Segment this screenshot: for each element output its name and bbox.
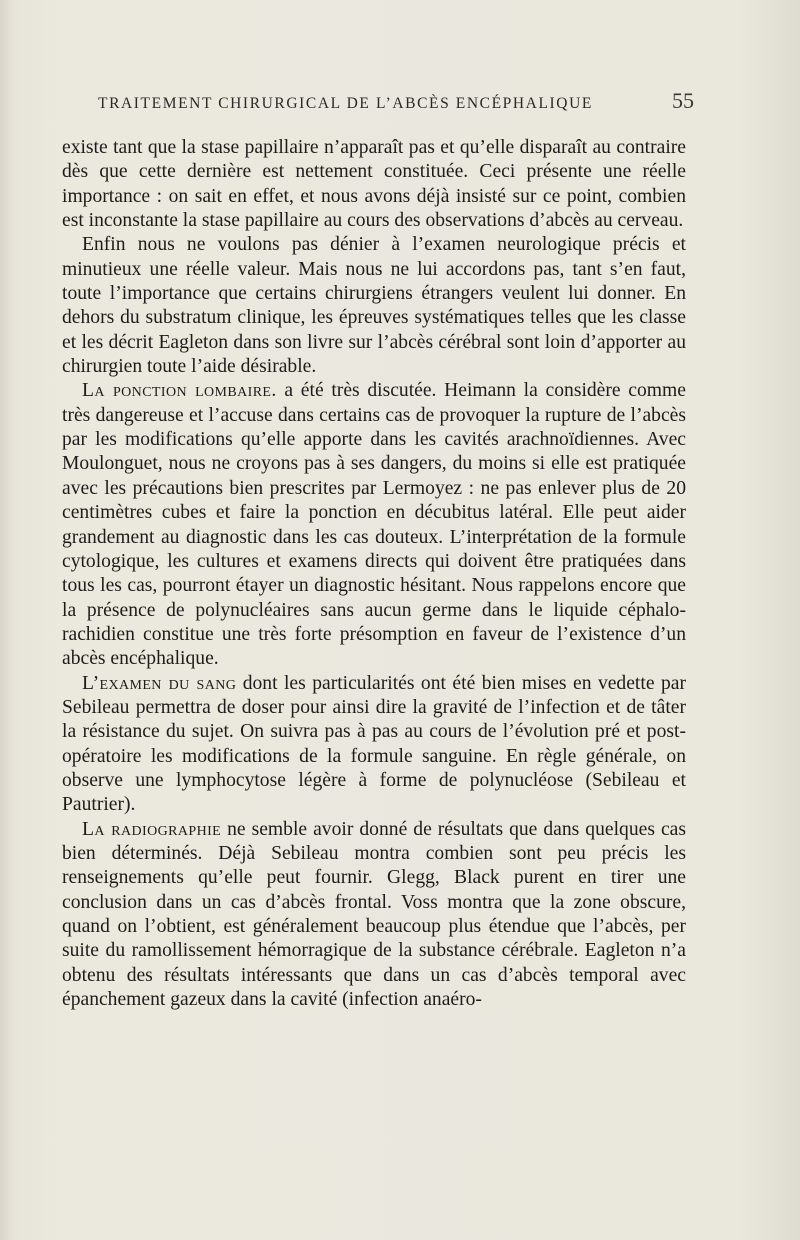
page-number: 55 bbox=[672, 88, 694, 113]
body-text bbox=[62, 136, 686, 1012]
running-title: TRAITEMENT CHIRURGICAL DE L’ABCÈS ENCÉPHALIQUE bbox=[98, 95, 593, 112]
paragraph bbox=[62, 233, 686, 379]
section-lead: La radiographie bbox=[82, 818, 222, 840]
paragraph bbox=[62, 136, 686, 233]
paragraph-text: Enfin nous ne voulons pas dénier à l’examen neurologique précis et minutieux une réelle valeur. Mais nous ne lui accordons pas, tant s’en faut, toute l’importance que certains chirurgiens étrangers veulent lui donner. En dehors du substratum clinique, les épreuves systématiques telles que les classe et les décrit Eagleton dans son livre sur l’abcès cérébral sont loin d’apporter au chirurgien toute l’aide désirable. bbox=[62, 234, 686, 378]
paragraph bbox=[62, 818, 686, 1013]
paragraph bbox=[62, 379, 686, 671]
paragraph-text: a été très discutée. Heimann la considère comme très dangereuse et l’accuse dans certains cas de provoquer la rupture de l’abcès par les modifications qu’elle apporte dans les cavités arachnoïdiennes. Avec Moulonguet, nous ne croyons pas à ses dangers, du moins si elle est pratiquée avec les précautions bien prescrites par Lermoyez : ne pas enlever plus de 20 centimètres cubes et faire la ponction en décubitus latéral. Elle peut aider grandement au diagnostic dans les cas douteux. L’interprétation de la formule cytologique, les cultures et examens directs qui doivent être pratiquées dans tous les cas, pourront étayer un diagnostic hésitant. Nous rappelons encore que la présence de polynucléaires sans aucun germe dans le liquide céphalo-rachidien constitue une très forte présomption en faveur de l’existence d’un abcès encéphalique. bbox=[62, 380, 686, 670]
paragraph bbox=[62, 672, 686, 818]
paragraph-text: dont les particularités ont été bien mises en vedette par Sebileau permettra de doser pour ainsi dire la gravité de l’infection et de tâter la résistance du sujet. On suivra pas à pas au cours de l’évolution pré et post-opératoire les modifications de la formule sanguine. En règle générale, on observe une lymphocytose légère à forme de polynucléose (Sebileau et Pautrier). bbox=[62, 672, 686, 816]
paragraph-text: existe tant que la stase papillaire n’apparaît pas et qu’elle disparaît au contraire dès que cette dernière est nettement constituée. Ceci présente une réelle importance : on sait en effet, et nous avons déjà insisté sur ce point, combien est inconstante la stase papillaire au cours des observations d’abcès au cerveau. bbox=[62, 137, 686, 232]
paragraph-text: ne semble avoir donné de résultats que dans quelques cas bien déterminés. Déjà Sebileau montra combien sont peu précis les renseignements qu’elle peut fournir. Glegg, Black purent en tirer une conclusion dans un cas d’abcès frontal. Voss montra que la zone obscure, quand on l’obtient, est généralement beaucoup plus étendue que l’abcès, per suite du ramollissement hémorragique de la substance cérébrale. Eagleton n’a obtenu des résultats intéressants que dans un cas d’abcès temporal avec épanchement gazeux dans la cavité (infection anaéro- bbox=[62, 818, 686, 1011]
section-lead: L’examen du sang bbox=[82, 672, 237, 694]
section-lead: La ponction lombaire. bbox=[82, 380, 277, 402]
running-header bbox=[98, 88, 694, 114]
